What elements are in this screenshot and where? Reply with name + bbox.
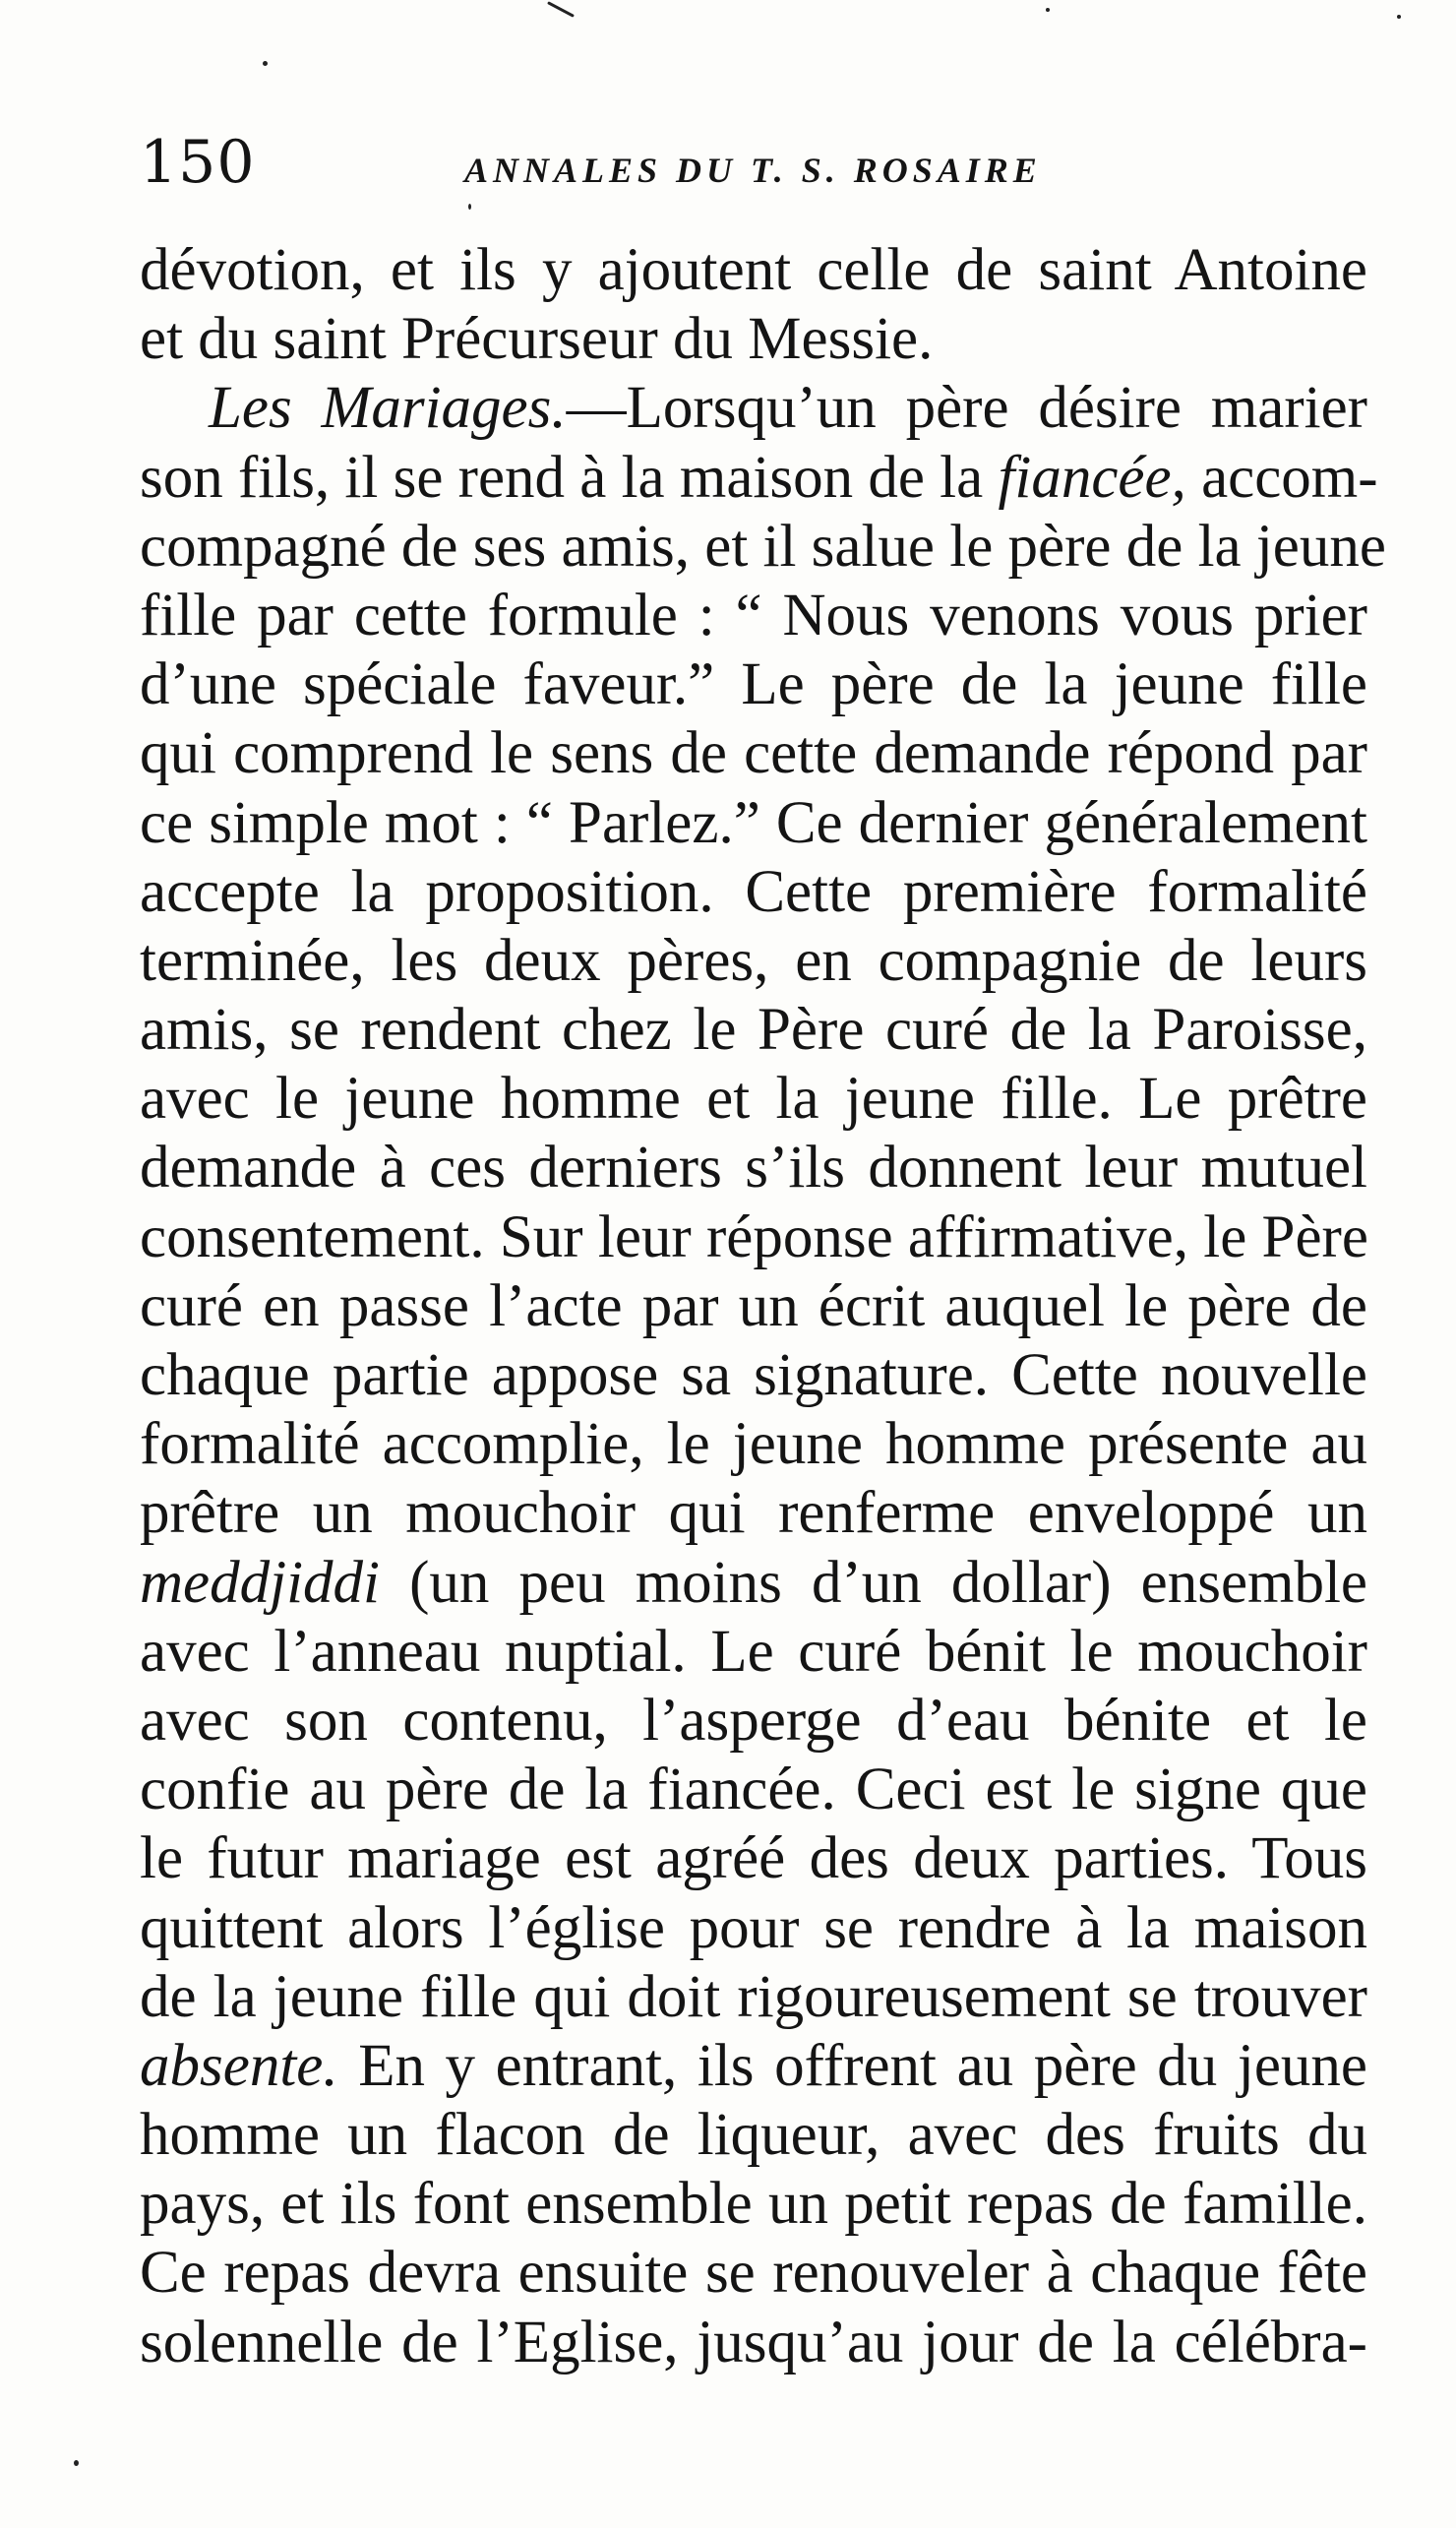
ink-speck	[547, 1, 575, 18]
italic-text: absente.	[140, 2032, 338, 2099]
text-segment: quittent alors l’église pour se rendre à la maison	[140, 1894, 1367, 1961]
text-line	[140, 444, 1378, 513]
ink-speck	[1046, 8, 1050, 12]
text-line	[140, 1963, 1367, 2032]
text-line	[140, 996, 1367, 1065]
ink-speck	[263, 61, 268, 66]
text-line	[140, 1618, 1367, 1687]
text-segment: chaque partie appose sa signature. Cette nouvelle	[140, 1342, 1367, 1408]
text-segment: terminée, les deux pères, en compagnie de leurs	[140, 927, 1367, 994]
text-segment: homme un flacon de liqueur, avec des fruits du	[140, 2102, 1367, 2169]
text-line	[140, 1549, 1367, 1618]
text-line	[140, 2309, 1367, 2377]
text-segment: d’une spéciale faveur.” Le père de la jeune fille	[140, 651, 1367, 718]
text-line	[140, 513, 1386, 582]
ink-speck	[74, 2460, 79, 2466]
text-segment: prêtre un mouchoir qui renferme enveloppé un	[140, 1480, 1367, 1547]
text-segment: avec l’anneau nuptial. Le curé bénit le mouchoir	[140, 1618, 1367, 1685]
text-segment: et du saint Précurseur du Messie.	[140, 306, 934, 373]
text-segment: solennelle de l’Eglise, jusqu’au jour de la célébra-	[140, 2309, 1367, 2375]
text-segment: —Lorsqu’un père désire marier	[566, 375, 1367, 442]
italic-text: Les Mariages.	[209, 375, 567, 442]
text-line	[140, 2101, 1367, 2170]
text-line	[140, 1203, 1367, 1272]
text-line	[140, 1894, 1367, 1963]
text-line	[140, 1687, 1367, 1756]
text-segment: formalité accomplie, le jeune homme présente au	[140, 1411, 1367, 1478]
text-line	[140, 789, 1367, 858]
text-segment: amis, se rendent chez le Père curé de la Paroisse,	[140, 997, 1367, 1064]
text-segment: En y entrant, ils offrent au père du jeune	[337, 2032, 1367, 2099]
text-segment: qui comprend le sens de cette demande répond par	[140, 720, 1367, 787]
text-line	[140, 2032, 1367, 2101]
text-segment: fille par cette formule : “ Nous venons vous prier	[140, 582, 1367, 648]
text-segment: (un peu moins d’un dollar) ensemble	[379, 1549, 1367, 1616]
body-text	[140, 236, 1386, 2377]
text-segment: Ce repas devra ensuite se renouveler à chaque fête	[140, 2240, 1367, 2307]
italic-text: meddjiddi	[140, 1549, 380, 1616]
text-segment: consentement. Sur leur réponse affirmative, le Père	[140, 1203, 1368, 1270]
text-segment: confie au père de la fiancée. Ceci est le signe que	[140, 1757, 1367, 1823]
running-head: ANNALES DU T. S. ROSAIRE	[464, 151, 1042, 190]
text-line	[140, 927, 1367, 996]
text-line	[140, 1479, 1367, 1548]
text-line	[140, 1756, 1367, 1824]
text-segment: ce simple mot : “ Parlez.” Ce dernier généralement	[140, 789, 1367, 856]
text-line	[140, 1410, 1367, 1479]
text-line	[140, 858, 1367, 927]
text-line	[140, 1065, 1367, 1134]
text-line	[140, 719, 1367, 788]
page-header	[140, 128, 1369, 207]
text-segment: avec son contenu, l’asperge d’eau bénite et le	[140, 1687, 1367, 1754]
text-line	[140, 2170, 1367, 2239]
text-line	[140, 374, 1367, 443]
text-segment: compagné de ses amis, et il salue le père de la jeune	[140, 513, 1386, 580]
text-line	[140, 650, 1367, 719]
text-segment: accepte la proposition. Cette première formalité	[140, 858, 1367, 925]
text-line	[140, 1824, 1367, 1893]
text-line	[140, 1134, 1367, 1202]
text-segment: le futur mariage est agréé des deux parties. Tous	[140, 1825, 1367, 1892]
text-segment: pays, et ils font ensemble un petit repas de famille.	[140, 2171, 1367, 2238]
text-segment: accom-	[1185, 444, 1378, 511]
text-line	[140, 2239, 1367, 2308]
text-segment: avec le jeune homme et la jeune fille. Le prêtre	[140, 1066, 1367, 1133]
text-segment: demande à ces derniers s’ils donnent leur mutuel	[140, 1135, 1367, 1202]
text-segment: son fils, il se rend à la maison de la	[140, 444, 999, 511]
text-segment: de la jeune fille qui doit rigoureusement se trouver	[140, 1963, 1367, 2030]
text-line	[140, 1341, 1367, 1410]
text-line	[140, 305, 1367, 374]
text-line	[140, 582, 1367, 650]
ink-speck	[1397, 15, 1401, 19]
text-segment: dévotion, et ils y ajoutent celle de saint Antoine	[140, 237, 1367, 303]
text-line	[140, 1272, 1367, 1341]
text-segment: curé en passe l’acte par un écrit auquel le père de	[140, 1272, 1367, 1339]
page-number: 150	[140, 128, 256, 197]
text-line	[140, 236, 1367, 305]
italic-text: fiancée,	[998, 444, 1186, 511]
